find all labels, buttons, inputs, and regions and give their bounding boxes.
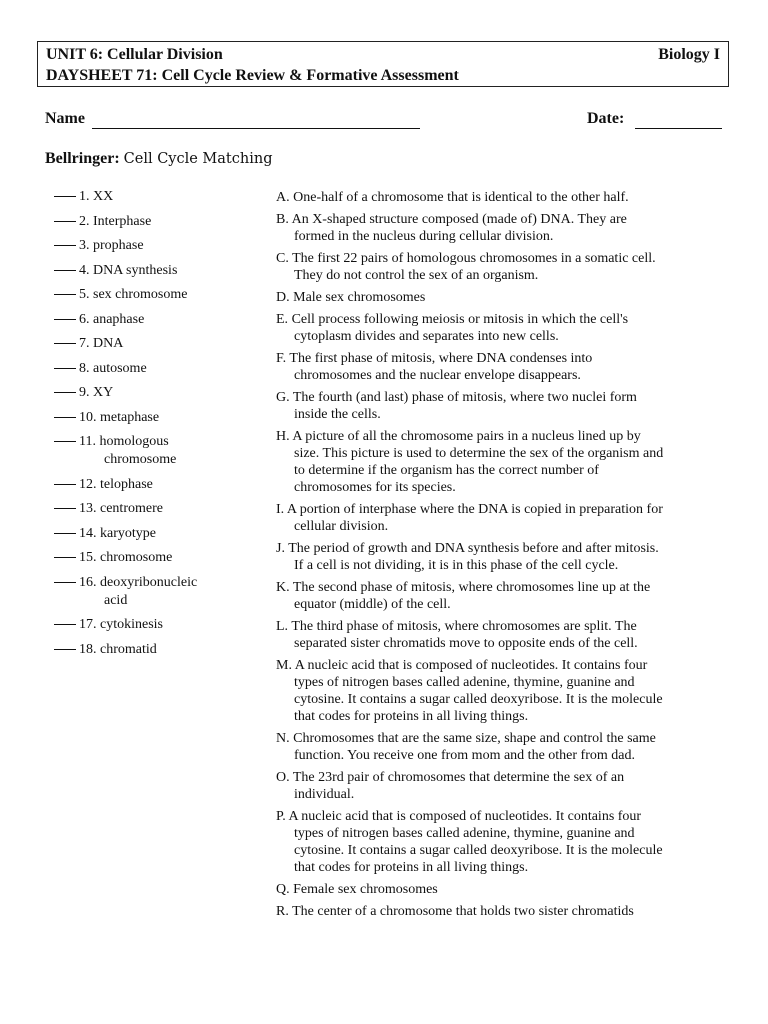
term-text: autosome: [93, 360, 147, 376]
definition-text: The first phase of mitosis, where DNA condenses into: [289, 351, 593, 366]
definition-text: Cell process following meiosis or mitosis in which the cell's: [291, 312, 629, 327]
definition-text: A nucleic acid that is composed of nucleotides. It contains four: [294, 658, 648, 673]
term-item: [54, 188, 264, 206]
answer-blank[interactable]: [54, 508, 76, 509]
answer-blank[interactable]: [54, 221, 76, 222]
term-number: 11.: [79, 434, 96, 449]
definition-item: [276, 350, 726, 384]
definition-letter: C.: [276, 251, 289, 266]
answer-blank[interactable]: [54, 319, 76, 320]
header-box: [37, 41, 729, 87]
definition-letter: B.: [276, 212, 289, 227]
definition-item: [276, 540, 726, 574]
definition-text: The fourth (and last) phase of mitosis, where two nuclei form: [292, 390, 637, 405]
definition-item: [276, 389, 726, 423]
answer-blank[interactable]: [54, 392, 76, 393]
definition-text-cont: chromosomes for its species.: [294, 480, 456, 495]
definition-item: [276, 211, 726, 245]
definition-letter: P.: [276, 809, 286, 824]
definition-text: A nucleic acid that is composed of nucleotides. It contains four: [288, 809, 642, 824]
definition-text-cont: size. This picture is used to determine the sex of the organism and: [294, 446, 664, 461]
term-item: [54, 262, 264, 280]
daysheet-title: DAYSHEET 71: Cell Cycle Review & Formative Assessment: [46, 67, 459, 84]
definition-letter: K.: [276, 580, 290, 595]
definition-text: The first 22 pairs of homologous chromosomes in a somatic cell.: [292, 251, 656, 266]
definition-item: [276, 250, 726, 284]
date-label: Date:: [587, 110, 625, 127]
term-item: [54, 616, 264, 634]
term-number: 7.: [79, 336, 90, 351]
answer-blank[interactable]: [54, 343, 76, 344]
definition-text-cont: They do not control the sex of an organism.: [294, 268, 539, 283]
term-number: 1.: [79, 189, 90, 204]
term-item: [54, 409, 264, 427]
definition-text-cont: function. You receive one from mom and the other from dad.: [294, 748, 635, 763]
term-number: 12.: [79, 476, 97, 492]
term-item: [54, 286, 264, 304]
term-item: [54, 311, 264, 329]
term-text: chromosome: [100, 550, 173, 565]
term-text: centromere: [100, 501, 163, 516]
term-item: [54, 384, 264, 402]
term-item: [54, 641, 264, 659]
term-number: 13.: [79, 501, 97, 516]
term-text: chromatid: [100, 641, 157, 657]
definition-letter: G.: [276, 390, 290, 405]
term-text: cytokinesis: [100, 617, 163, 632]
answer-blank[interactable]: [54, 245, 76, 246]
term-item: [54, 360, 264, 378]
definition-text: The center of a chromosome that holds two sister chromatids: [292, 904, 634, 919]
definition-letter: A.: [276, 190, 290, 205]
answer-blank[interactable]: [54, 557, 76, 558]
definition-text-cont: chromosomes and the nuclear envelope disappears.: [294, 368, 581, 383]
term-number: 2.: [79, 213, 90, 229]
definition-text: An X-shaped structure composed (made of) DNA. They are: [291, 212, 627, 227]
term-item: [54, 525, 264, 543]
definition-text: The second phase of mitosis, where chromosomes line up at the: [292, 580, 651, 595]
term-text: prophase: [93, 238, 144, 253]
term-number: 10.: [79, 409, 97, 425]
term-text: XX: [93, 189, 114, 204]
definition-letter: E.: [276, 312, 289, 327]
term-item: [54, 213, 264, 231]
definition-letter: R.: [276, 904, 289, 919]
term-item: [54, 549, 264, 567]
term-item: [54, 574, 264, 610]
term-text: metaphase: [100, 409, 160, 425]
term-number: 18.: [79, 641, 97, 657]
definition-item: [276, 881, 726, 898]
definition-item: [276, 289, 726, 306]
term-number: 6.: [79, 311, 90, 327]
term-number: 8.: [79, 360, 90, 376]
answer-blank[interactable]: [54, 294, 76, 295]
definition-letter: N.: [276, 731, 290, 746]
definition-text-cont: If a cell is not dividing, it is in this phase of the cell cycle.: [294, 558, 619, 573]
definition-letter: L.: [276, 619, 289, 634]
course-title: Biology I: [658, 46, 720, 63]
term-number: 15.: [79, 550, 97, 565]
term-item: [54, 433, 264, 469]
term-number: 5.: [79, 287, 90, 302]
definition-text-cont: to determine if the organism has the correct number of: [294, 463, 599, 478]
definition-letter: D.: [276, 290, 290, 305]
definition-text-cont: inside the cells.: [294, 407, 381, 422]
answer-blank[interactable]: [54, 624, 76, 625]
term-number: 14.: [79, 525, 97, 541]
name-field[interactable]: [92, 110, 420, 129]
definition-text: One-half of a chromosome that is identical to the other half.: [293, 190, 629, 205]
name-date-row: [45, 108, 723, 132]
term-text: anaphase: [93, 311, 145, 327]
date-field[interactable]: [635, 110, 722, 129]
term-number: 16.: [79, 574, 97, 590]
definition-item: [276, 189, 726, 206]
definition-text: The 23rd pair of chromosomes that determine the sex of an: [292, 770, 625, 785]
definition-item: [276, 428, 726, 496]
definition-letter: J.: [276, 541, 285, 556]
answer-blank[interactable]: [54, 582, 76, 583]
term-number: 17.: [79, 617, 97, 632]
definition-text: Female sex chromosomes: [293, 882, 438, 897]
bellringer: [45, 150, 272, 168]
term-text: Interphase: [93, 213, 152, 229]
definition-text-cont: that codes for proteins in all living things.: [294, 709, 529, 724]
definition-item: [276, 769, 726, 803]
answer-blank[interactable]: [54, 270, 76, 271]
answer-blank[interactable]: [54, 649, 76, 650]
definition-letter: M.: [276, 658, 292, 673]
term-item: [54, 476, 264, 494]
definition-item: [276, 618, 726, 652]
term-text: deoxyribonucleic: [100, 574, 198, 590]
term-text: sex chromosome: [93, 287, 188, 302]
definition-text: A picture of all the chromosome pairs in a nucleus lined up by: [292, 429, 641, 444]
definition-text-cont: types of nitrogen bases called adenine, thymine, guanine and: [294, 675, 635, 690]
term-item: [54, 335, 264, 353]
definition-item: [276, 903, 726, 920]
term-number: 3.: [79, 238, 90, 253]
definition-text: Male sex chromosomes: [293, 290, 426, 305]
term-text: XY: [93, 385, 114, 400]
answer-blank[interactable]: [54, 196, 76, 197]
definitions-list: [276, 189, 726, 925]
terms-list: [54, 188, 264, 665]
answer-blank[interactable]: [54, 484, 76, 485]
definition-text-cont: formed in the nucleus during cellular division.: [294, 229, 554, 244]
term-text-cont: acid: [104, 592, 128, 608]
unit-title: UNIT 6: Cellular Division: [46, 46, 223, 63]
definition-text: The third phase of mitosis, where chromosomes are split. The: [291, 619, 637, 634]
definition-text-cont: cytosine. It contains a sugar called deoxyribose. It is the molecule: [294, 843, 663, 858]
term-text: DNA synthesis: [93, 262, 178, 278]
definition-letter: H.: [276, 429, 290, 444]
definition-item: [276, 579, 726, 613]
term-text: karyotype: [100, 525, 156, 541]
definition-text-cont: equator (middle) of the cell.: [294, 597, 451, 612]
definition-item: [276, 730, 726, 764]
term-number: 9.: [79, 385, 90, 400]
definition-letter: Q.: [276, 882, 290, 897]
definition-text-cont: separated sister chromatids move to opposite ends of the cell.: [294, 636, 638, 651]
definition-text-cont: individual.: [294, 787, 355, 802]
definition-text-cont: cytosine. It contains a sugar called deoxyribose. It is the molecule: [294, 692, 663, 707]
definition-item: [276, 501, 726, 535]
definition-text-cont: cytoplasm divides and separates into new cells.: [294, 329, 559, 344]
answer-blank[interactable]: [54, 368, 76, 369]
term-text: homologous: [99, 434, 169, 449]
bellringer-label: Bellringer:: [45, 150, 120, 167]
term-text-cont: chromosome: [104, 452, 177, 467]
term-text: DNA: [93, 336, 124, 351]
definition-text-cont: that codes for proteins in all living things.: [294, 860, 529, 875]
definition-text: The period of growth and DNA synthesis before and after mitosis.: [288, 541, 659, 556]
term-item: [54, 237, 264, 255]
definition-item: [276, 311, 726, 345]
definition-letter: O.: [276, 770, 290, 785]
definition-item: [276, 657, 726, 725]
term-text: telophase: [100, 476, 153, 492]
definition-letter: F.: [276, 351, 287, 366]
definition-text-cont: cellular division.: [294, 519, 389, 534]
answer-blank[interactable]: [54, 533, 76, 534]
name-label: Name: [45, 110, 85, 127]
term-number: 4.: [79, 262, 90, 278]
answer-blank[interactable]: [54, 417, 76, 418]
definition-text-cont: types of nitrogen bases called adenine, thymine, guanine and: [294, 826, 635, 841]
definition-letter: I.: [276, 502, 285, 517]
answer-blank[interactable]: [54, 441, 76, 442]
definition-text: A portion of interphase where the DNA is copied in preparation for: [286, 502, 663, 517]
term-item: [54, 500, 264, 518]
definition-item: [276, 808, 726, 876]
definition-text: Chromosomes that are the same size, shape and control the same: [293, 731, 656, 746]
bellringer-title: Cell Cycle Matching: [123, 151, 273, 167]
